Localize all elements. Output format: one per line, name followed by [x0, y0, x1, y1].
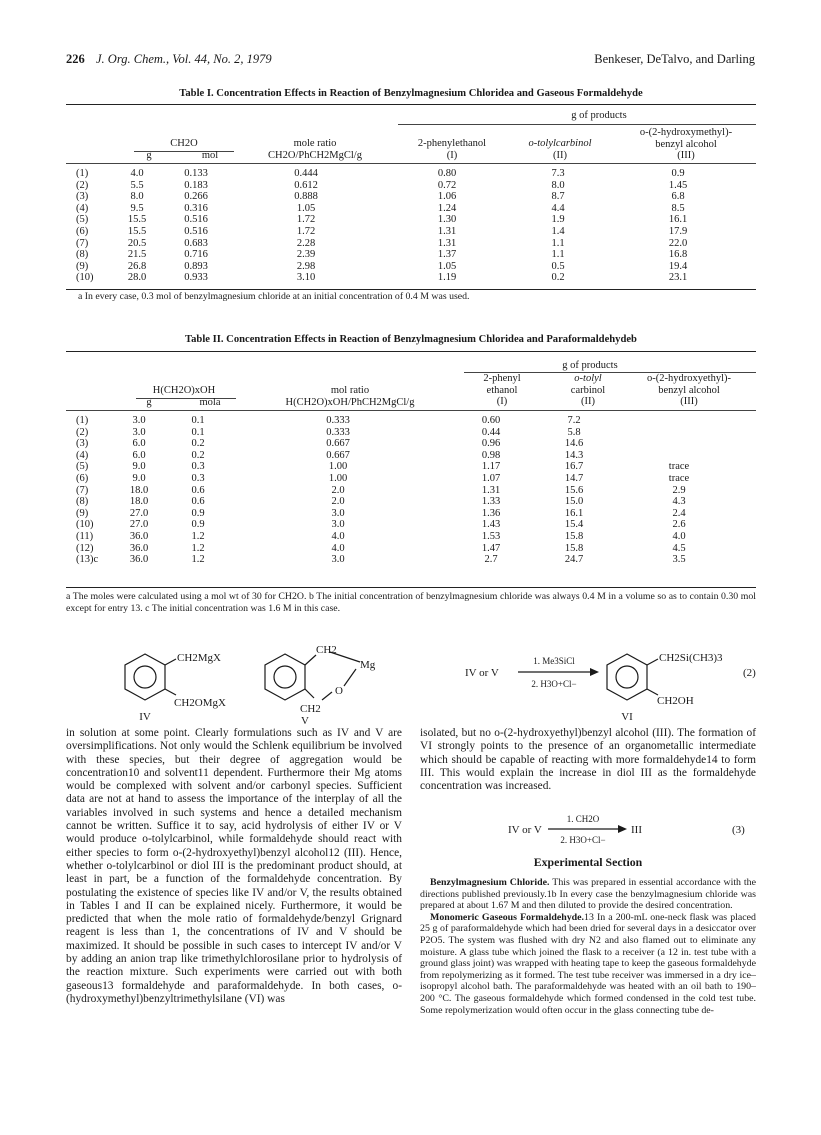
table-cell: 14.7	[564, 472, 584, 484]
table-cell: 9.5	[130, 202, 144, 214]
table-cell: 15.5	[127, 214, 147, 226]
table-cell: 19.4	[668, 260, 688, 272]
v-benzene-ring	[265, 654, 305, 700]
table-cell: 0.44	[481, 426, 501, 438]
table2-bottom-rule	[66, 587, 756, 588]
table-row	[72, 519, 744, 531]
table-row	[72, 461, 744, 473]
table-cell: 24.7	[564, 554, 584, 566]
table-cell: 1.1	[551, 249, 565, 261]
table-cell: 5.5	[130, 179, 144, 191]
table-cell: 6.8	[671, 191, 685, 203]
table-cell: 15.4	[564, 519, 584, 531]
table-cell: 1.43	[481, 519, 501, 531]
v-o-label: O	[335, 685, 343, 697]
table-cell: 0.612	[294, 179, 318, 191]
table-cell: 7.3	[551, 168, 565, 179]
eq2-step1: 1. Me3SiCl	[533, 656, 575, 666]
table-cell: 18.0	[129, 484, 149, 496]
table2-col-mol: mola	[199, 397, 221, 408]
table-cell: (5)	[76, 214, 89, 226]
table-cell: 1.72	[296, 214, 316, 226]
right-column	[420, 727, 756, 793]
experimental-para1: Benzylmagnesium Chloride. This was prepared in essential accordance with the directions published previously.1b In every case the benzylmagnesium chloride was prepared at about 1.67 M and then diluted to provide the desired concentration.	[420, 877, 756, 912]
table-row	[72, 496, 744, 508]
table-cell: (4)	[76, 449, 89, 461]
table-cell: (9)	[76, 260, 89, 272]
table-cell: 0.333	[326, 426, 350, 438]
left-column-text: in solution at some point. Clearly formulations such as IV and V are oversimplifications. Not only would the Schlenk equilibrium be involved with these species, but their degree of aggregation would be concentration10 and solvent11 dependent. Furthermore their Mg atoms would be complexed with solvent and/or carbonyl species. Sufficient data are not at hand to assess the importance of the interplay of all the variables involved in such systems and hence a detailed mechanism cannot be written. Suffice it to say, acid hydrolysis of either IV or V would produce o-tolylcarbinol, while formaldehyde should react with either species to form o-(2-hydroxyethyl)benzyl alcohol12 (III). Hence, whether o-tolylcarbinol or diol III is the predominant product should, at least in part, be a function of the formaldehyde concentration. By postulating the existence of species like IV and/or V, the results obtained in Tables I and II can be explained nicely. Furthermore, it would be predicted that when the mole ratio of formaldehyde/benzyl Grignard reagent is less than 1, the concentrations of IV and V should be maximized. It should be possible in such cases to intercept IV and/or V by adding an anion trap like trimethylchlorosilane prior to hydrolysis of the reaction mixture. Such experiments were carried out with both gaseous13 formaldehyde and paraformaldehyde. In both cases, o-(hydroxymethyl)benzyltrimethylsilane (VI) was	[66, 727, 402, 1005]
table-cell: 16.1	[668, 214, 688, 226]
table-cell: 20.5	[127, 237, 147, 249]
table-cell: 9.0	[132, 461, 146, 473]
iv-compound-label: IV	[139, 711, 151, 723]
table-cell: (1)	[76, 168, 89, 179]
table-cell: (3)	[76, 191, 89, 203]
table-row	[72, 191, 748, 203]
table-cell: (2)	[76, 179, 89, 191]
table-row	[72, 238, 748, 250]
table-row	[72, 531, 744, 543]
table-cell: 0.6	[191, 496, 205, 508]
table-cell: 0.2	[551, 272, 565, 284]
table-cell: 3.0	[331, 554, 345, 566]
eq2-left: IV or V	[465, 667, 499, 679]
table-row	[72, 473, 744, 485]
table-row	[72, 226, 748, 238]
table1-col-g: g	[146, 150, 152, 161]
table-cell: 1.31	[437, 225, 457, 237]
table-cell: 36.0	[129, 554, 149, 566]
table2-prod2-header: o-tolyl carbinol (II)	[570, 373, 606, 407]
table-cell: 0.72	[437, 179, 457, 191]
table-cell: 0.3	[191, 461, 205, 473]
table-cell: 1.1	[551, 237, 565, 249]
table-cell: 18.0	[129, 496, 149, 508]
table-cell: 4.3	[672, 496, 686, 508]
table-cell: 15.8	[564, 542, 584, 554]
table-cell: (4)	[76, 202, 89, 214]
table-cell: 0.516	[184, 214, 208, 226]
table-cell: 26.8	[127, 260, 147, 272]
table-cell: 1.30	[437, 214, 457, 226]
table-cell: 36.0	[129, 530, 149, 542]
table1-group-rule	[398, 124, 756, 125]
table-cell: 1.37	[437, 249, 457, 261]
table-cell: 27.0	[129, 519, 149, 531]
table-row	[72, 438, 744, 450]
table-cell: 27.0	[129, 507, 149, 519]
table-cell: 1.24	[437, 202, 457, 214]
table-cell: 15.5	[127, 225, 147, 237]
table-cell: (11)	[76, 530, 94, 542]
eq3-step2: 2. H3O+Cl−	[560, 835, 606, 845]
table-cell: 0.667	[326, 449, 350, 461]
table-cell: 3.0	[331, 507, 345, 519]
table1-col-mol: mol	[201, 150, 219, 161]
table2-prod3-header: o-(2-hydroxyethyl)- benzyl alcohol (III)	[647, 373, 731, 407]
table-cell: 3.0	[132, 426, 146, 438]
eq2-step2: 2. H3O+Cl−	[531, 679, 577, 689]
table-cell: 0.98	[481, 449, 501, 461]
table-cell: 0.183	[184, 179, 208, 191]
table-cell: 1.05	[437, 260, 457, 272]
eq3-right: III	[631, 824, 642, 836]
table-cell: 0.96	[481, 438, 501, 450]
table-cell: 14.6	[564, 438, 584, 450]
table-cell: 2.28	[296, 237, 316, 249]
table1-group-header: g of products	[571, 110, 627, 121]
table-cell: 4.0	[331, 542, 345, 554]
table-cell: 1.31	[437, 237, 457, 249]
table-cell: (8)	[76, 496, 89, 508]
table-cell: 0.133	[184, 168, 208, 179]
table-cell: 1.06	[437, 191, 457, 203]
iv-top-label: CH2MgX	[177, 652, 222, 664]
table-cell: 0.2	[191, 449, 205, 461]
table-cell: 0.933	[184, 272, 208, 284]
table2-prod1-header: 2-phenyl ethanol (I)	[483, 373, 521, 407]
table-cell: (6)	[76, 225, 89, 237]
table-cell: 2.0	[331, 484, 345, 496]
vi-bottom-label: CH2OH	[657, 695, 694, 707]
table-cell: 1.17	[481, 461, 501, 473]
table-row	[72, 180, 748, 192]
table-cell: 15.8	[564, 530, 584, 542]
eq3-left: IV or V	[508, 824, 542, 836]
vi-top-label: CH2Si(CH3)3	[659, 652, 723, 664]
table1-title: Table I. Concentration Effects in Reaction of Benzylmagnesium Chloridea and Gaseous Formaldehyde	[179, 88, 643, 99]
table2-header-rule	[66, 410, 756, 411]
table2-hch2o-header: H(CH2O)xOH	[152, 385, 216, 396]
table2-ratio-header: mol ratio H(CH2O)xOH/PhCH2MgCl/g	[285, 385, 415, 408]
table1-ch2o-header: CH2O	[170, 138, 198, 149]
table1-prod1-header: 2-phenylethanol (I)	[417, 138, 487, 161]
table-cell: 16.8	[668, 249, 688, 261]
table-cell: 2.39	[296, 249, 316, 261]
table-cell: 1.00	[328, 461, 348, 473]
table-cell: 1.00	[328, 472, 348, 484]
table-cell: 1.2	[191, 542, 205, 554]
table-cell: 3.0	[331, 519, 345, 531]
table-cell: 8.0	[130, 191, 144, 203]
iv-bottom-label: CH2OMgX	[174, 697, 226, 709]
table-cell: 15.0	[564, 496, 584, 508]
table-cell: 7.2	[567, 415, 581, 426]
table-cell: 4.0	[672, 530, 686, 542]
table-cell: 8.5	[671, 202, 685, 214]
table-cell: 5.8	[567, 426, 581, 438]
table-row	[72, 168, 748, 180]
v-mg-label: Mg	[360, 659, 376, 671]
table2-group-header: g of products	[562, 360, 618, 371]
table-cell: 1.72	[296, 225, 316, 237]
table-cell: (9)	[76, 507, 89, 519]
table-cell: 8.7	[551, 191, 565, 203]
table-cell: (2)	[76, 426, 89, 438]
table-row	[72, 261, 748, 273]
v-compound-label: V	[301, 715, 309, 724]
table-cell	[614, 415, 744, 427]
table-cell: 3.0	[132, 415, 146, 426]
table1-top-rule	[66, 104, 756, 105]
table-cell: 0.266	[184, 191, 208, 203]
table-cell: trace	[668, 461, 690, 473]
journal-citation: J. Org. Chem., Vol. 44, No. 2, 1979	[96, 52, 272, 66]
table-cell: 17.9	[668, 225, 688, 237]
table-cell: 28.0	[127, 272, 147, 284]
experimental-text	[420, 877, 756, 1016]
table-cell: (6)	[76, 472, 89, 484]
table-cell: (12)	[76, 542, 94, 554]
table-cell: 1.45	[668, 179, 688, 191]
table-cell: 1.19	[437, 272, 457, 284]
iv-benzene-ring	[125, 654, 165, 700]
table1-prod2-header: o-tolylcarbinol (II)	[528, 138, 592, 161]
table-cell: 9.0	[132, 472, 146, 484]
table-cell: 0.316	[184, 202, 208, 214]
table-cell: 21.5	[127, 249, 147, 261]
table-cell: 0.516	[184, 225, 208, 237]
vi-compound-label: VI	[621, 711, 633, 723]
table-cell: 2.4	[672, 507, 686, 519]
table-cell: 0.6	[191, 484, 205, 496]
table-cell: 1.47	[481, 542, 501, 554]
table-cell: (1)	[76, 415, 89, 426]
table-cell: (10)	[76, 272, 94, 284]
table-cell: 0.80	[437, 168, 457, 179]
table-cell: 1.33	[481, 496, 501, 508]
table-cell: 4.0	[331, 530, 345, 542]
eq3-step1: 1. CH2O	[566, 814, 600, 824]
table-cell	[614, 450, 744, 462]
table-row	[72, 543, 744, 555]
table-cell: (8)	[76, 249, 89, 261]
table-row	[72, 203, 748, 215]
table-cell: 0.893	[184, 260, 208, 272]
table-row	[72, 214, 748, 226]
table-cell: 0.716	[184, 249, 208, 261]
table-cell: 16.1	[564, 507, 584, 519]
table-cell: 2.9	[672, 484, 686, 496]
experimental-para2: Monomeric Gaseous Formaldehyde.13 In a 200-mL one-neck flask was placed 25 g of paraformaldehyde which had been dried for several days in a desiccator over P2O5. The system was flushed with dry N2 and also flamed out to eliminate any moisture. A glass tube which joined the flask to a receiver (a 12 in. test tube with a ground glass joint) was wrapped with heating tape to keep the gaseous formaldehyde from repolymerizing as it formed. The test tube receiver was immersed in a dry ice–isopropyl alcohol bath. The paraformaldehyde was heated with an oil bath to 190–200 °C. The gaseous formaldehyde which formed condensed in the cold test tube. Some repolymerization would often occur in the glass connecting tube de-	[420, 911, 756, 1016]
v-bottom-label: CH2	[300, 703, 321, 715]
table-row	[72, 249, 748, 261]
table-cell: 36.0	[129, 542, 149, 554]
table-cell: 2.0	[331, 496, 345, 508]
table-cell: 0.5	[551, 260, 565, 272]
table-cell: (13)c	[76, 554, 99, 566]
table2-footnote: a The moles were calculated using a mol wt of 30 for CH2O. b The initial concentration of benzylmagnesium chloride was always 0.4 M in a volume so as to contain 0.30 mol except for entry 13. c The initial concentration was 1.6 M in this case.	[66, 591, 756, 614]
table-cell: 1.2	[191, 530, 205, 542]
table-cell: 0.9	[191, 519, 205, 531]
table-cell: (3)	[76, 438, 89, 450]
table1-bottom-rule	[66, 289, 756, 290]
experimental-heading: Experimental Section	[533, 855, 643, 869]
table-row	[72, 485, 744, 497]
table-cell: 0.1	[191, 426, 205, 438]
table2-top-rule	[66, 351, 756, 352]
table-cell: 22.0	[668, 237, 688, 249]
table1-header-rule	[66, 163, 756, 164]
table-cell: 0.667	[326, 438, 350, 450]
table-cell: (7)	[76, 484, 89, 496]
table-cell: 23.1	[668, 272, 688, 284]
table-cell: 0.888	[294, 191, 318, 203]
table-cell: 1.05	[296, 202, 316, 214]
table-row	[72, 427, 744, 439]
table-cell: 15.6	[564, 484, 584, 496]
table-row	[72, 272, 748, 284]
table-row	[72, 508, 744, 520]
table-cell: 1.2	[191, 554, 205, 566]
equation-3	[480, 813, 756, 849]
table-cell: 3.10	[296, 272, 316, 284]
table-cell: 4.5	[672, 542, 686, 554]
table2-title: Table II. Concentration Effects in Reaction of Benzylmagnesium Chloridea and Paraformaldehydeb	[185, 334, 637, 345]
table-row	[72, 450, 744, 462]
table-cell: 6.0	[132, 449, 146, 461]
table-cell: 0.2	[191, 438, 205, 450]
table2-body	[72, 415, 744, 566]
table-cell: (5)	[76, 461, 89, 473]
eq2-number: (2)	[743, 667, 756, 679]
table2-col-g: g	[146, 397, 152, 408]
structures-scheme	[60, 632, 800, 724]
table-cell: 0.3	[191, 472, 205, 484]
table1-body	[72, 168, 748, 284]
table-cell: 3.5	[672, 554, 686, 566]
table-cell: 16.7	[564, 461, 584, 473]
table-cell	[614, 427, 744, 439]
table-row	[72, 554, 744, 566]
page-number: 226	[66, 52, 85, 66]
table-cell: 0.1	[191, 415, 205, 426]
table-cell: 4.0	[130, 168, 144, 179]
table1-footnote: a In every case, 0.3 mol of benzylmagnesium chloride at an initial concentration of 0.4 M was used.	[78, 291, 470, 302]
table1-ratio-header: mole ratio CH2O/PhCH2MgCl/g	[268, 138, 362, 161]
table-cell: 1.31	[481, 484, 501, 496]
table-cell: 0.333	[326, 415, 350, 426]
v-top-label: CH2	[316, 644, 337, 656]
table-cell: 1.07	[481, 472, 501, 484]
running-authors: Benkeser, DeTalvo, and Darling	[594, 52, 755, 66]
table-row	[72, 415, 744, 427]
table-cell: 0.9	[191, 507, 205, 519]
table-cell: trace	[668, 472, 690, 484]
table-cell: (7)	[76, 237, 89, 249]
table-cell: 4.4	[551, 202, 565, 214]
table-cell: 0.683	[184, 237, 208, 249]
table-cell: (10)	[76, 519, 94, 531]
table-cell: 2.6	[672, 519, 686, 531]
table-cell: 14.3	[564, 449, 584, 461]
vi-benzene-ring	[607, 654, 647, 700]
table-cell: 8.0	[551, 179, 565, 191]
table-cell	[614, 438, 744, 450]
table-cell: 6.0	[132, 438, 146, 450]
table-cell: 2.7	[484, 554, 498, 566]
table-cell: 1.9	[551, 214, 565, 226]
table-cell: 0.60	[481, 415, 501, 426]
table-cell: 1.53	[481, 530, 501, 542]
table1-prod3-header: o-(2-hydroxymethyl)- benzyl alcohol (III)	[639, 127, 733, 161]
table-cell: 1.4	[551, 225, 565, 237]
right-column-para1: isolated, but no o-(2-hydroxyethyl)benzyl alcohol (III). The formation of VI strongly points to the presence of an organometallic intermediate which should be capable of reacting with more formaldehyde14 to form III. This would explain the increase in diol III as the formaldehyde concentration was increased.	[420, 727, 756, 793]
table-cell: 0.9	[671, 168, 685, 179]
table-cell: 2.98	[296, 260, 316, 272]
table-cell: 0.444	[294, 168, 318, 179]
table-cell: 1.36	[481, 507, 501, 519]
eq3-number: (3)	[732, 824, 745, 836]
